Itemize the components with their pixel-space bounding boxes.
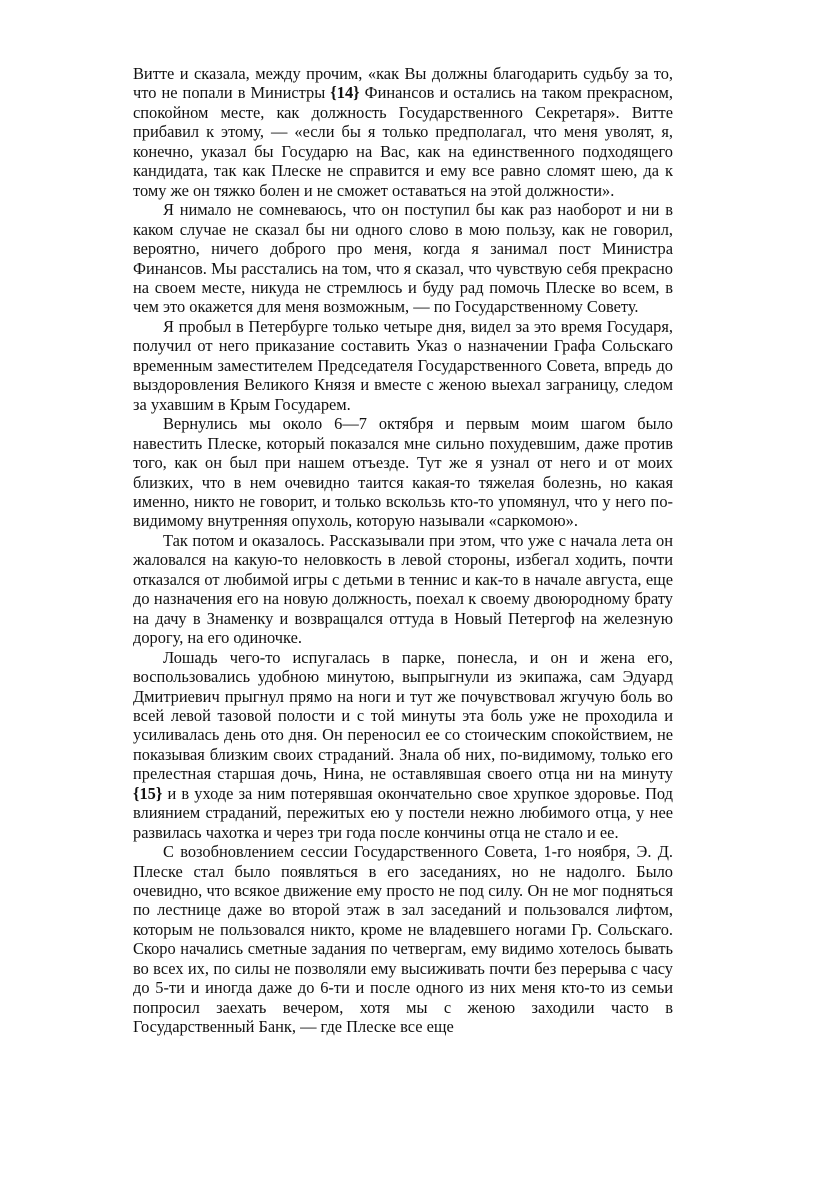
paragraph-text: С возобновлением сессии Государственного Совета, 1-го ноября, Э. Д. Плеске стал было появляться в его заседаниях, но не надолго. Было очевидно, что всякое движение ему просто не под силу. Он не мог подняться по лестнице даже во второй этаж в зал заседаний и пользовался лифтом, которым не пользовался никто, кроме не владевшего ногами Гр. Сольскаго. Скоро начались сметные задания по четвергам, ему видимо хотелось бывать во всех их, по силы не позволяли ему высиживать почти без перерыва с часу до 5-ти и иногда даже до 6-ти и после одного из них меня кто-то из семьи попросил заехать вечером, хотя мы с женою заходили часто в Государственный Банк, — где Плеске все еще bbox=[133, 842, 673, 1037]
paragraph-text: Витте и сказала, между прочим, «как Вы должны благодарить судьбу за то, что не попали в Министры bbox=[133, 64, 673, 103]
paragraph-text: Лошадь чего-то испугалась в парке, понесла, и он и жена его, воспользовались удобною минутою, выпрыгнули из экипажа, сам Эдуард Дмитриевич прыгнул прямо на ноги и тут же почувствовал жгучую боль во всей левой тазовой полости и с той минуты эта боль уже не проходила и усиливалась день ото дня. Он переносил ее со стоическим спокойствием, не показывая близким своих страданий. Знала об них, по-видимому, только его прелестная старшая дочь, Нина, не оставлявшая своего отца ни на минуту bbox=[133, 647, 673, 784]
paragraph-3 bbox=[133, 317, 673, 414]
paragraph-text: Я пробыл в Петербурге только четыре дня, видел за это время Государя, получил от него приказание составить Указ о назначении Графа Сольскаго временным заместителем Председателя Государственного Совета, впредь до выздоровления Великого Князя и вместе с женою выехал заграницу, следом за ухавшим в Крым Государем. bbox=[133, 316, 673, 414]
document-page bbox=[133, 64, 673, 1037]
paragraph-text: Так потом и оказалось. Рассказывали при этом, что уже с начала лета он жаловался на какую-то неловкость в левой стороны, избегал ходить, почти отказался от любимой игры с детьми в теннис и как-то в начале августа, еще до назначения его на новую должность, поехал к своему двоюродному брату на дачу в Знаменку и возвращался оттуда в Новый Петергоф на железную дорогу, на его одиночке. bbox=[133, 530, 673, 648]
paragraph-text: Вернулись мы около 6—7 октября и первым моим шагом было навестить Плеске, который показался мне сильно похудевшим, даже против того, как он был при нашем отъезде. Тут же я узнал от него и от моих близких, что в нем очевидно таится какая-то тяжелая болезнь, но какая именно, никто не говорит, и только вскользь кто-то упомянул, что у него по-видимому внутренняя опухоль, которую называли «саркомою». bbox=[133, 414, 673, 531]
paragraph-7 bbox=[133, 842, 673, 1037]
paragraph-5 bbox=[133, 531, 673, 648]
paragraph-6 bbox=[133, 648, 673, 843]
paragraph-text: и в уходе за ним потерявшая окончательно свое хрупкое здоровье. Под влиянием страданий, пережитых ею у постели нежно любимого отца, у нее развилась чахотка и через три года после кончины отца не стало и ее. bbox=[133, 783, 673, 842]
paragraph-text: Финансов и остались на таком прекрасном, спокойном месте, как должность Государственного Секретаря». Витте прибавил к этому, — «если бы я только предполагал, что меня уволят, я, конечно, указал бы Государю на Вас, как на единственного подходящего кандидата, так как Плеске не справится и ему все равно сломят шею, да к тому же он тяжко болен и не сможет оставаться на этой должности». bbox=[133, 83, 673, 200]
paragraph-2 bbox=[133, 200, 673, 317]
page-marker: {15} bbox=[133, 783, 163, 803]
paragraph-4 bbox=[133, 414, 673, 531]
paragraph-1 bbox=[133, 64, 673, 200]
page-marker: {14} bbox=[330, 83, 360, 103]
paragraph-text: Я нимало не сомневаюсь, что он поступил бы как раз наоборот и ни в каком случае не сказал бы ни одного слово в мою пользу, как не говорил, вероятно, ничего доброго про меня, когда я занимал пост Министра Финансов. Мы расстались на том, что я сказал, что чувствую себя прекрасно на своем месте, никуда не стремлюсь и буду рад помочь Плеске во всем, в чем это окажется для меня возможным, — по Государственному Совету. bbox=[133, 200, 673, 317]
